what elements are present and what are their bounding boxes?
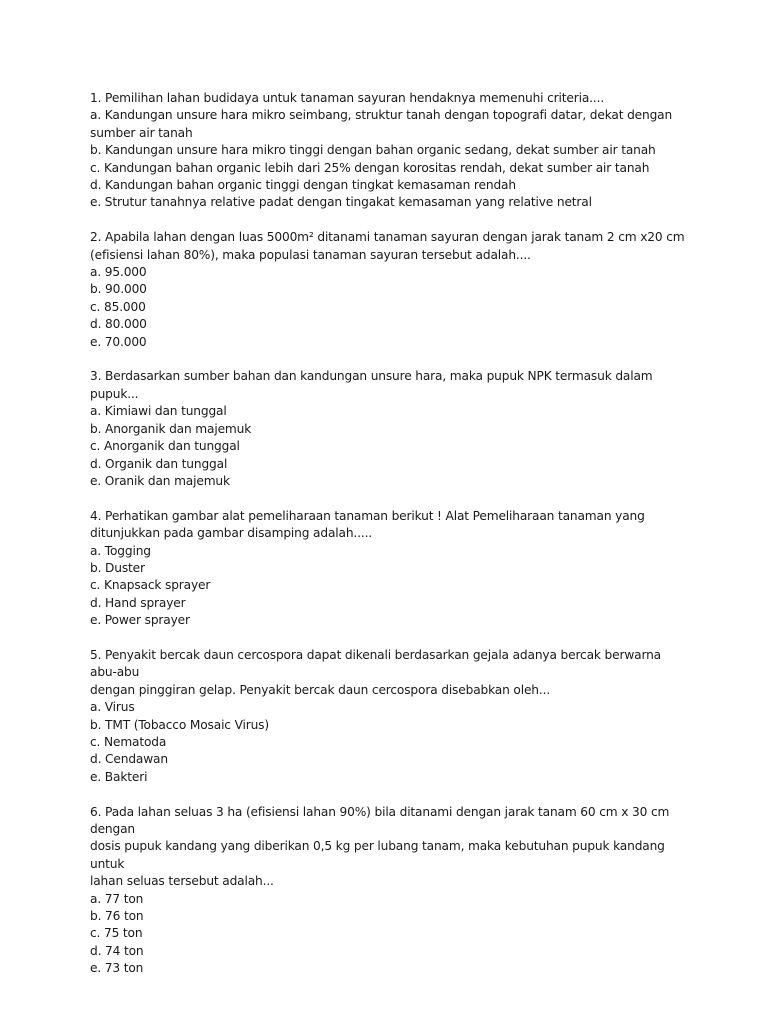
question-6-stem-line-3: lahan seluas tersebut adalah... [90,874,274,889]
question-2-option-c: c. 85.000 [90,299,146,314]
question-3 [90,368,690,490]
question-3-option-a: a. Kimiawi dan tunggal [90,404,227,419]
question-1-option-c: c. Kandungan bahan organic lebih dari 25% dengan korositas rendah, dekat sumber air tanah [90,160,650,175]
question-2-option-a: a. 95.000 [90,265,147,280]
question-5-option-e: e. Bakteri [90,769,148,784]
question-1-option-e: e. Strutur tanahnya relative padat dengan tingakat kemasaman yang relative netral [90,195,592,210]
question-6-option-a: a. 77 ton [90,891,144,906]
question-3-stem-line-1: 3. Berdasarkan sumber bahan dan kandungan unsure hara, maka pupuk NPK termasuk dalam pupuk... [90,369,653,401]
question-4-option-b: b. Duster [90,560,145,575]
question-4 [90,508,690,630]
question-5-option-a: a. Virus [90,700,135,715]
question-6-option-e: e. 73 ton [90,961,144,976]
question-1-stem-line-1: 1. Pemilihan lahan budidaya untuk tanaman sayuran hendaknya memenuhi criteria.... [90,91,605,105]
question-5-option-b: b. TMT (Tobacco Mosaic Virus) [90,717,269,732]
question-1-stem-line-3: sumber air tanah [90,125,193,140]
question-4-option-e: e. Power sprayer [90,613,190,628]
question-5-option-c: c. Nematoda [90,734,167,749]
question-4-stem-line-2: ditunjukkan pada gambar disamping adalah..... [90,526,373,541]
question-2-option-d: d. 80.000 [90,317,147,332]
question-1 [90,90,690,212]
question-6-stem-line-1: 6. Pada lahan seluas 3 ha (efisiensi lahan 90%) bila ditanami dengan jarak tanam 60 cm x 30 cm dengan [90,804,670,836]
question-5-stem-line-2: dengan pinggiran gelap. Penyakit bercak daun cercospora disebabkan oleh... [90,682,551,697]
question-3-option-d: d. Organik dan tunggal [90,456,228,471]
question-3-option-b: b. Anorganik dan majemuk [90,421,252,436]
question-2-stem-line-2: (efisiensi lahan 80%), maka populasi tanaman sayuran tersebut adalah.... [90,247,531,262]
question-1-option-b: b. Kandungan unsure hara mikro tinggi dengan bahan organic sedang, dekat sumber air tanah [90,143,656,158]
question-4-option-d: d. Hand sprayer [90,595,186,610]
question-1-stem-line-2: a. Kandungan unsure hara mikro seimbang, struktur tanah dengan topografi datar, dekat dengan [90,108,673,123]
question-6-stem-line-2: dosis pupuk kandang yang diberikan 0,5 kg per lubang tanam, maka kebutuhan pupuk kandang untuk [90,839,665,871]
question-2-stem-line-1: 2. Apabila lahan dengan luas 5000m² ditanami tanaman sayuran dengan jarak tanam 2 cm x20 cm [90,230,685,245]
question-3-option-e: e. Oranik dan majemuk [90,473,230,488]
question-5-stem-line-1: 5. Penyakit bercak daun cercospora dapat dikenali berdasarkan gejala adanya bercak berwarna abu-abu [90,647,662,680]
question-6-option-d: d. 74 ton [90,943,144,958]
question-1-option-d: d. Kandungan bahan organic tinggi dengan tingkat kemasaman rendah [90,178,516,193]
question-6 [90,804,690,978]
question-2-option-e: e. 70.000 [90,334,147,349]
question-4-option-c: c. Knapsack sprayer [90,578,211,593]
question-6-option-c: c. 75 ton [90,926,143,941]
question-2-option-b: b. 90.000 [90,282,147,297]
document-page [90,90,690,995]
question-5 [90,647,690,786]
question-5-option-d: d. Cendawan [90,752,168,767]
question-2 [90,229,690,351]
question-6-option-b: b. 76 ton [90,909,144,924]
question-4-option-a: a. Togging [90,543,151,558]
question-3-option-c: c. Anorganik dan tunggal [90,439,240,454]
question-4-stem-line-1: 4. Perhatikan gambar alat pemeliharaan tanaman berikut ! Alat Pemeliharaan tanaman yang [90,508,645,523]
